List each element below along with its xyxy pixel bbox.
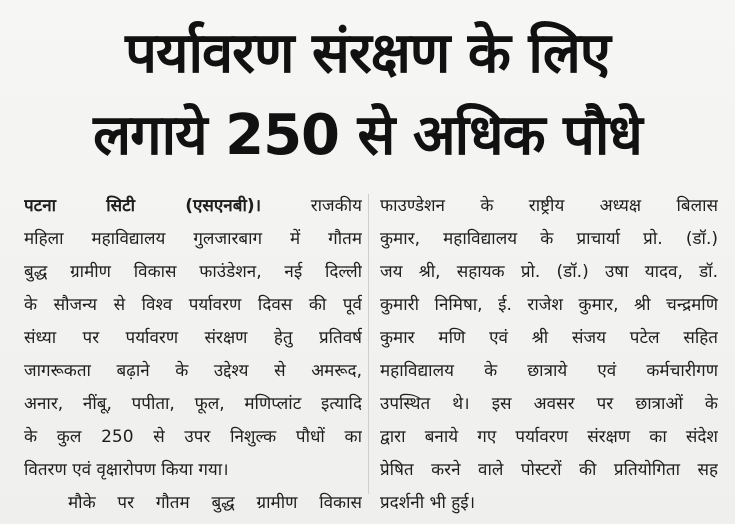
article-line: प्रेषित करने वाले पोस्टरों की प्रतियोगिता सह xyxy=(380,460,718,480)
article-line: कुमार, महाविद्यालय के प्राचार्या प्रो. (डॉ.) xyxy=(380,229,718,249)
article-line: जागरूकता बढ़ाने के उद्देश्य से अमरूद, xyxy=(24,361,362,381)
headline-line-2: लगाये 250 से अधिक पौधे xyxy=(93,103,642,168)
article-column-right xyxy=(380,190,718,520)
article-line: संध्या पर पर्यावरण संरक्षण हेतु प्रतिवर्ष xyxy=(24,328,362,348)
article-line: मौके पर गौतम बुद्ध ग्रामीण विकास xyxy=(68,493,362,513)
article-line: जय श्री, सहायक प्रो. (डॉ.) उषा यादव, डॉ. xyxy=(380,262,718,282)
article-line: महिला महाविद्यालय गुलजारबाग में गौतम xyxy=(24,229,362,249)
headline-line-1: पर्यावरण संरक्षण के लिए xyxy=(125,21,610,86)
article-line: कुमार मणि एवं श्री संजय पटेल सहित xyxy=(380,328,718,348)
article-line: कुमारी निमिषा, ई. राजेश कुमार, श्री चन्द्रमणि xyxy=(380,295,718,315)
article-line-text: राजकीय xyxy=(310,196,362,216)
article-line xyxy=(24,190,362,223)
article-line: द्वारा बनाये गए पर्यावरण संरक्षण का संदेश xyxy=(380,427,718,447)
article-line: के कुल 250 से उपर निशुल्क पौधों का xyxy=(24,427,362,447)
dateline: पटना सिटी (एसएनबी)। xyxy=(24,196,262,216)
column-divider xyxy=(368,194,369,494)
article-line: उपस्थित थे। इस अवसर पर छात्राओं के xyxy=(380,394,718,414)
article-line: प्रदर्शनी भी हुई। xyxy=(380,493,476,513)
article-line: अनार, नींबू, पपीता, फूल, मणिप्लांट इत्यादि xyxy=(24,394,362,414)
article-line: फाउण्डेशन के राष्ट्रीय अध्यक्ष बिलास xyxy=(380,196,718,216)
article-line: महाविद्यालय के छात्राये एवं कर्मचारीगण xyxy=(380,361,718,381)
article-line: वितरण एवं वृक्षारोपण किया गया। xyxy=(24,460,229,480)
article-column-left xyxy=(24,190,362,520)
article-line: बुद्ध ग्रामीण विकास फाउंडेशन, नई दिल्ली xyxy=(24,262,362,282)
article-line: के सौजन्य से विश्व पर्यावरण दिवस की पूर्व xyxy=(24,295,362,315)
